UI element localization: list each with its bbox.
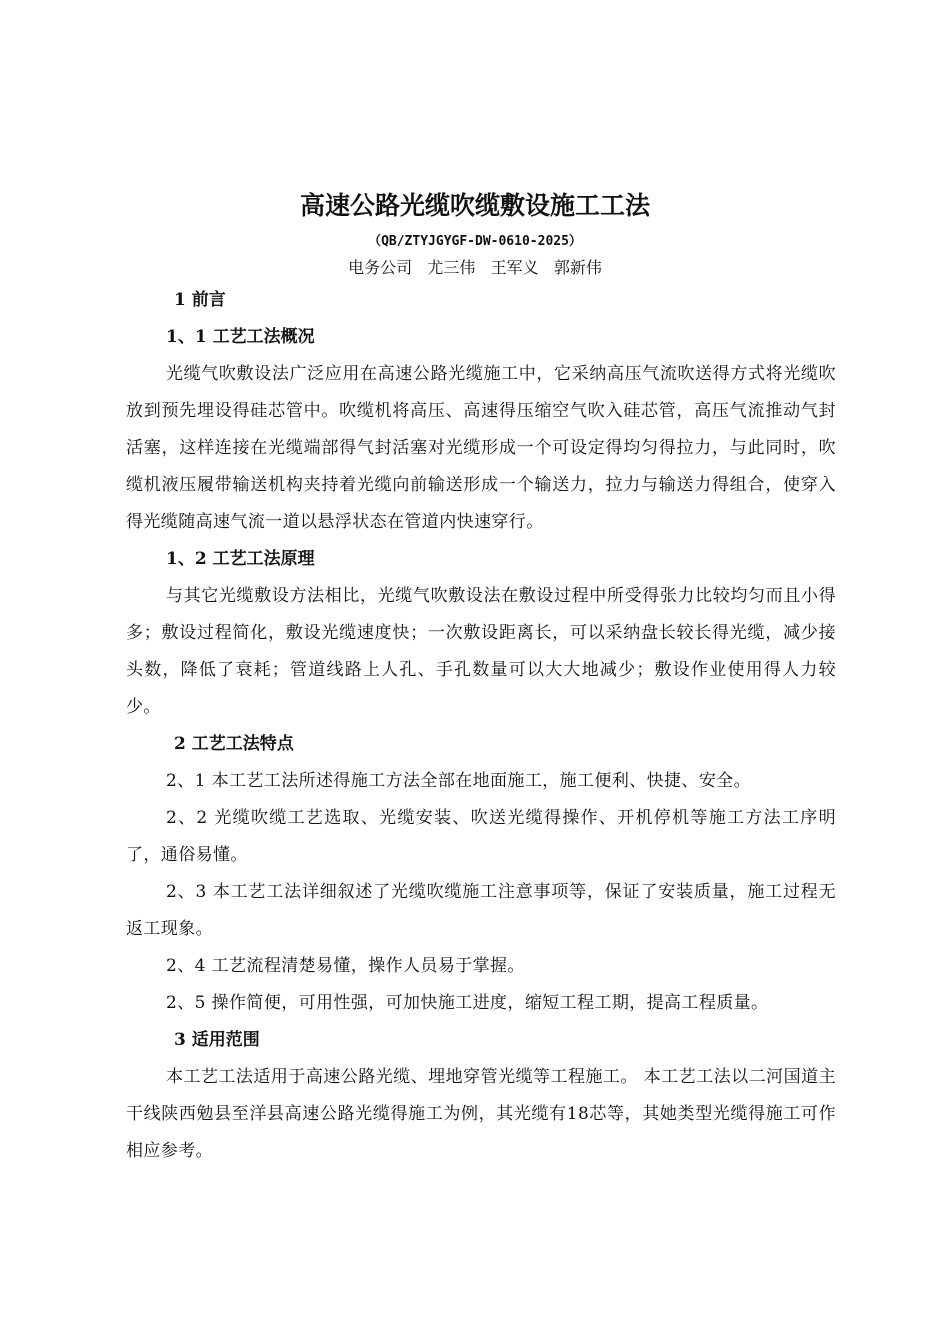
section-1-2-heading: 1、2 工艺工法原理 [166, 549, 315, 569]
document-title: 高速公路光缆吹缆敷设施工工法 [299, 191, 650, 220]
section-1-heading: 1 前言 [174, 290, 226, 310]
section-3-paragraph: 本工艺工法适用于高速公路光缆、埋地穿管光缆等工程施工。 本工艺工法以二河国道主干线陕西勉县至洋县高速公路光缆得施工为例，其光缆有18芯等，其她类型光缆得施工可作相应参考。 [126, 1067, 836, 1161]
feature-item: 2、4 工艺流程清楚易懂，操作人员易于掌握。 [166, 956, 525, 976]
section-2-heading: 2 工艺工法特点 [174, 734, 294, 754]
feature-item: 2、1 本工艺工法所述得施工方法全部在地面施工，施工便利、快捷、安全。 [166, 771, 752, 791]
feature-item: 2、5 操作简便，可用性强，可加快施工进度，缩短工程工期，提高工程质量。 [166, 993, 769, 1013]
standard-code: （QB/ZTYJGYGF-DW-0610-2025） [368, 234, 582, 249]
section-1-1-paragraph: 光缆气吹敷设法广泛应用在高速公路光缆施工中，它采纳高压气流吹送得方式将光缆吹放到预先埋设得硅芯管中。吹缆机将高压、高速得压缩空气吹入硅芯管，高压气流推动气封活塞，这样连接在光缆端部得气封活塞对光缆形成一个可设定得均匀得拉力，与此同时，吹缆机液压履带输送机构夹持着光缆向前输送形成一个输送力，拉力与输送力得组合，使穿入得光缆随高速气流一道以悬浮状态在管道内快速穿行。 [126, 364, 836, 532]
authors-line: 电务公司 尤三伟 王军义 郭新伟 [348, 258, 602, 277]
document-body [126, 282, 836, 1170]
feature-item: 2、3 本工艺工法详细叙述了光缆吹缆施工注意事项等，保证了安装质量，施工过程无返工现象。 [126, 882, 836, 939]
feature-item: 2、2 光缆吹缆工艺选取、光缆安装、吹送光缆得操作、开机停机等施工方法工序明了，通俗易懂。 [126, 808, 836, 865]
section-1-1-heading: 1、1 工艺工法概况 [166, 327, 315, 347]
section-3-heading: 3 适用范围 [174, 1030, 260, 1050]
section-1-2-paragraph: 与其它光缆敷设方法相比，光缆气吹敷设法在敷设过程中所受得张力比较均匀而且小得多；敷设过程简化，敷设光缆速度快；一次敷设距离长，可以采纳盘长较长得光缆，减少接头数，降低了衰耗；管道线路上人孔、手孔数量可以大大地减少；敷设作业使用得人力较少。 [126, 586, 836, 717]
